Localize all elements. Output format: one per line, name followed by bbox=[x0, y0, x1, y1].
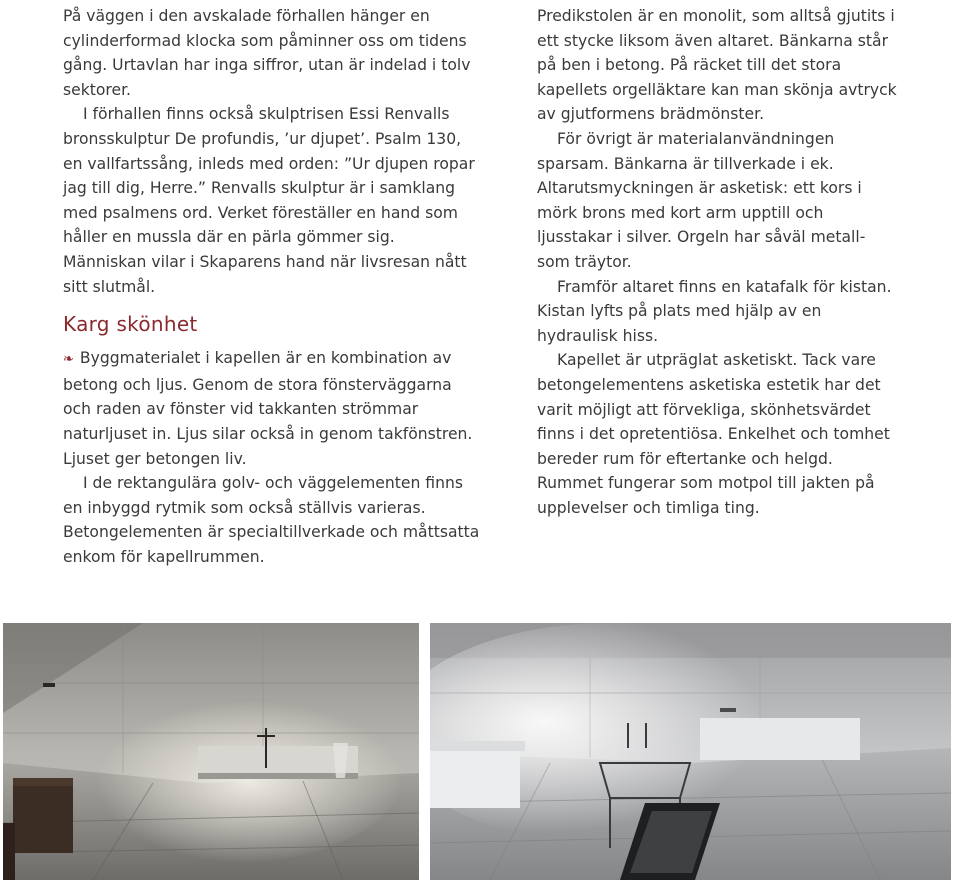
paragraph-materials bbox=[63, 346, 483, 471]
paragraph-rhythm: I de rektangulära golv- och väggelementen finns en inbyggd rytmik som också ställvis varieras. Betongelementen är specialtillverkade och måttsatta enkom för kapellrummen. bbox=[63, 474, 480, 566]
right-text-column bbox=[537, 4, 897, 520]
paragraph-sculpture: I förhallen finns också skulptrisen Essi Renvalls bronsskulptur De profundis, ’ur djupet’. Psalm 130, en vallfartssång, inleds med orden: ”Ur djupen ropar jag till dig, Herre.” Renvalls skulptur är i samklang med psalmens ord. Verket föreställer en hand som håller en mussla där en pärla gömmer sig. Människan vilar i Skaparens hand när livsresan nått sitt slutmål. bbox=[63, 105, 475, 296]
altar-catafalque-photo-right bbox=[430, 623, 951, 880]
paragraph-catafalque: Framför altaret finns en katafalk för kistan. Kistan lyfts på plats med hjälp av en hydraulisk hiss. bbox=[537, 277, 892, 345]
paragraph-pulpit: Predikstolen är en monolit, som alltså gjutits i ett stycke liksom även altaret. Bänkarna står på ben i betong. På räcket till det stora kapellets orgelläktare kan man skönja avtryck av gjutformens brädmönster. bbox=[537, 7, 897, 124]
paragraph-ascetic: Kapellet är utpräglat asketiskt. Tack vare betongelementens asketiska estetik har det varit möjligt att förvekliga, skönhetsvärdet finns i det opretentiösa. Enkelhet och tomhet bereder rum för eftertanke och helgd. Rummet fungerar som motpol till jakten på upplevelser och timliga ting. bbox=[537, 351, 890, 517]
fleuron-bullet-icon: ❧ bbox=[63, 352, 74, 368]
left-text-column bbox=[63, 4, 483, 569]
chapel-interior-photo-left bbox=[3, 623, 419, 880]
section-heading: Karg skönhet bbox=[63, 312, 198, 337]
paragraph-materials-text: Byggmaterialet i kapellen är en kombination av betong och ljus. Genom de stora fönsterväggarna och raden av fönster vid takkanten strömmar naturljuset in. Ljus silar också in genom takfönstren. Ljuset ger betongen liv. bbox=[63, 349, 473, 468]
paragraph-clock: På väggen i den avskalade förhallen hänger en cylinderformad klocka som påminner oss om tidens gång. Urtavlan har inga siffror, utan är indelad i tolv sektorer. bbox=[63, 7, 471, 99]
paragraph-furnishing: För övrigt är materialanvändningen sparsam. Bänkarna är tillverkade i ek. Altarutsmyckningen är asketisk: ett kors i mörk brons med kort arm upptill och ljusstakar i silver. Orgeln har såväl metall- som träytor. bbox=[537, 129, 866, 271]
